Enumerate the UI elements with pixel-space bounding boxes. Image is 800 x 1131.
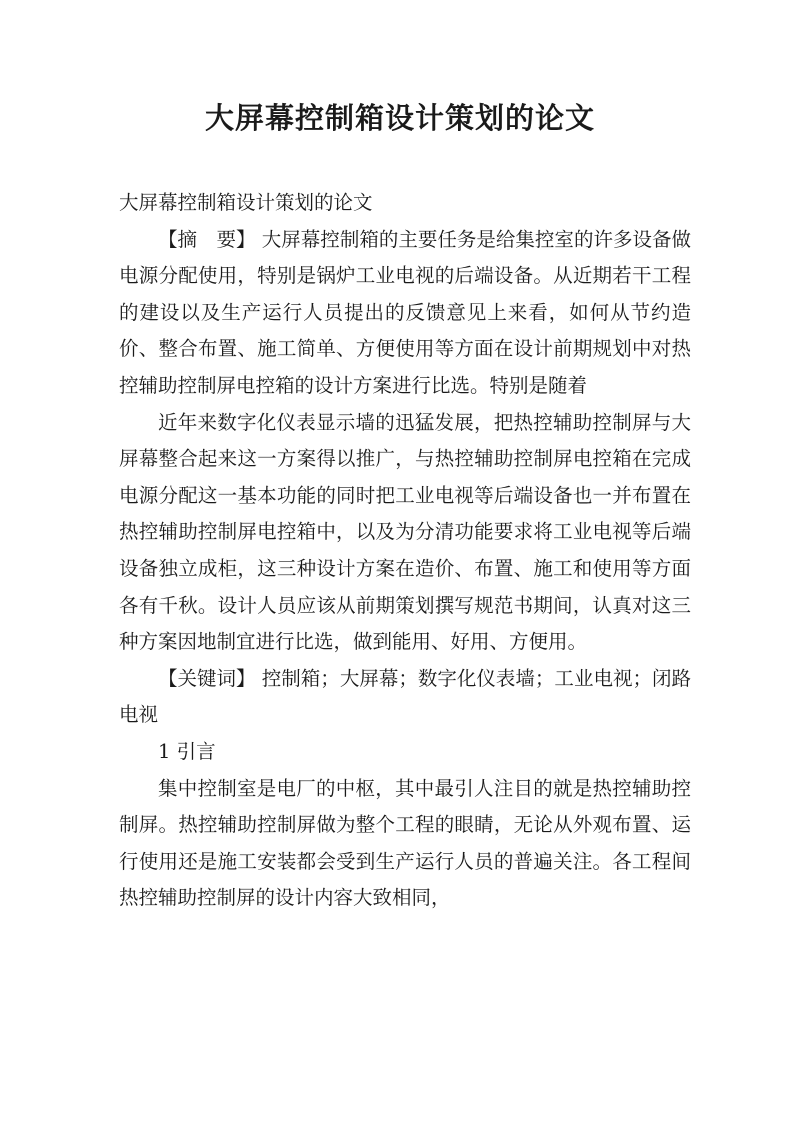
keywords-text: 控制箱；大屏幕；数字化仪表墙；工业电视；闭路电视 bbox=[119, 666, 691, 727]
abstract-paragraph bbox=[119, 222, 691, 405]
abstract-label: 【摘 要】 bbox=[158, 227, 256, 251]
document-subtitle: 大屏幕控制箱设计策划的论文 bbox=[119, 191, 373, 214]
section-heading-introduction: 1 引言 bbox=[158, 739, 216, 763]
keywords-paragraph bbox=[119, 661, 691, 734]
body-paragraph-2: 集中控制室是电厂的中枢，其中最引人注目的就是热控辅助控制屏。热控辅助控制屏做为整个工程的眼睛，无论从外观布置、运行使用还是施工安装都会受到生产运行人员的普遍关注。各工程间热控辅助控制屏的设计内容大致相同， bbox=[119, 776, 691, 910]
abstract-text: 大屏幕控制箱的主要任务是给集控室的许多设备做电源分配使用，特别是锅炉工业电视的后端设备。从近期若干工程的建设以及生产运行人员提出的反馈意见上来看，如何从节约造价、整合布置、施工简单、方便使用等方面在设计前期规划中对热控辅助控制屏电控箱的设计方案进行比选。特别是随着 bbox=[119, 227, 691, 397]
document-body bbox=[119, 185, 691, 917]
document-title: 大屏幕控制箱设计策划的论文 bbox=[204, 101, 595, 135]
keywords-label: 【关键词】 bbox=[158, 666, 256, 690]
body-paragraph-1: 近年来数字化仪表显示墙的迅猛发展，把热控辅助控制屏与大屏幕整合起来这一方案得以推广，与热控辅助控制屏电控箱在完成电源分配这一基本功能的同时把工业电视等后端设备也一并布置在热控辅助控制屏电控箱中，以及为分清功能要求将工业电视等后端设备独立成柜，这三种设计方案在造价、布置、施工和使用等方面各有千秋。设计人员应该从前期策划撰写规范书期间，认真对这三种方案因地制宜进行比选，做到能用、好用、方便用。 bbox=[119, 410, 691, 654]
